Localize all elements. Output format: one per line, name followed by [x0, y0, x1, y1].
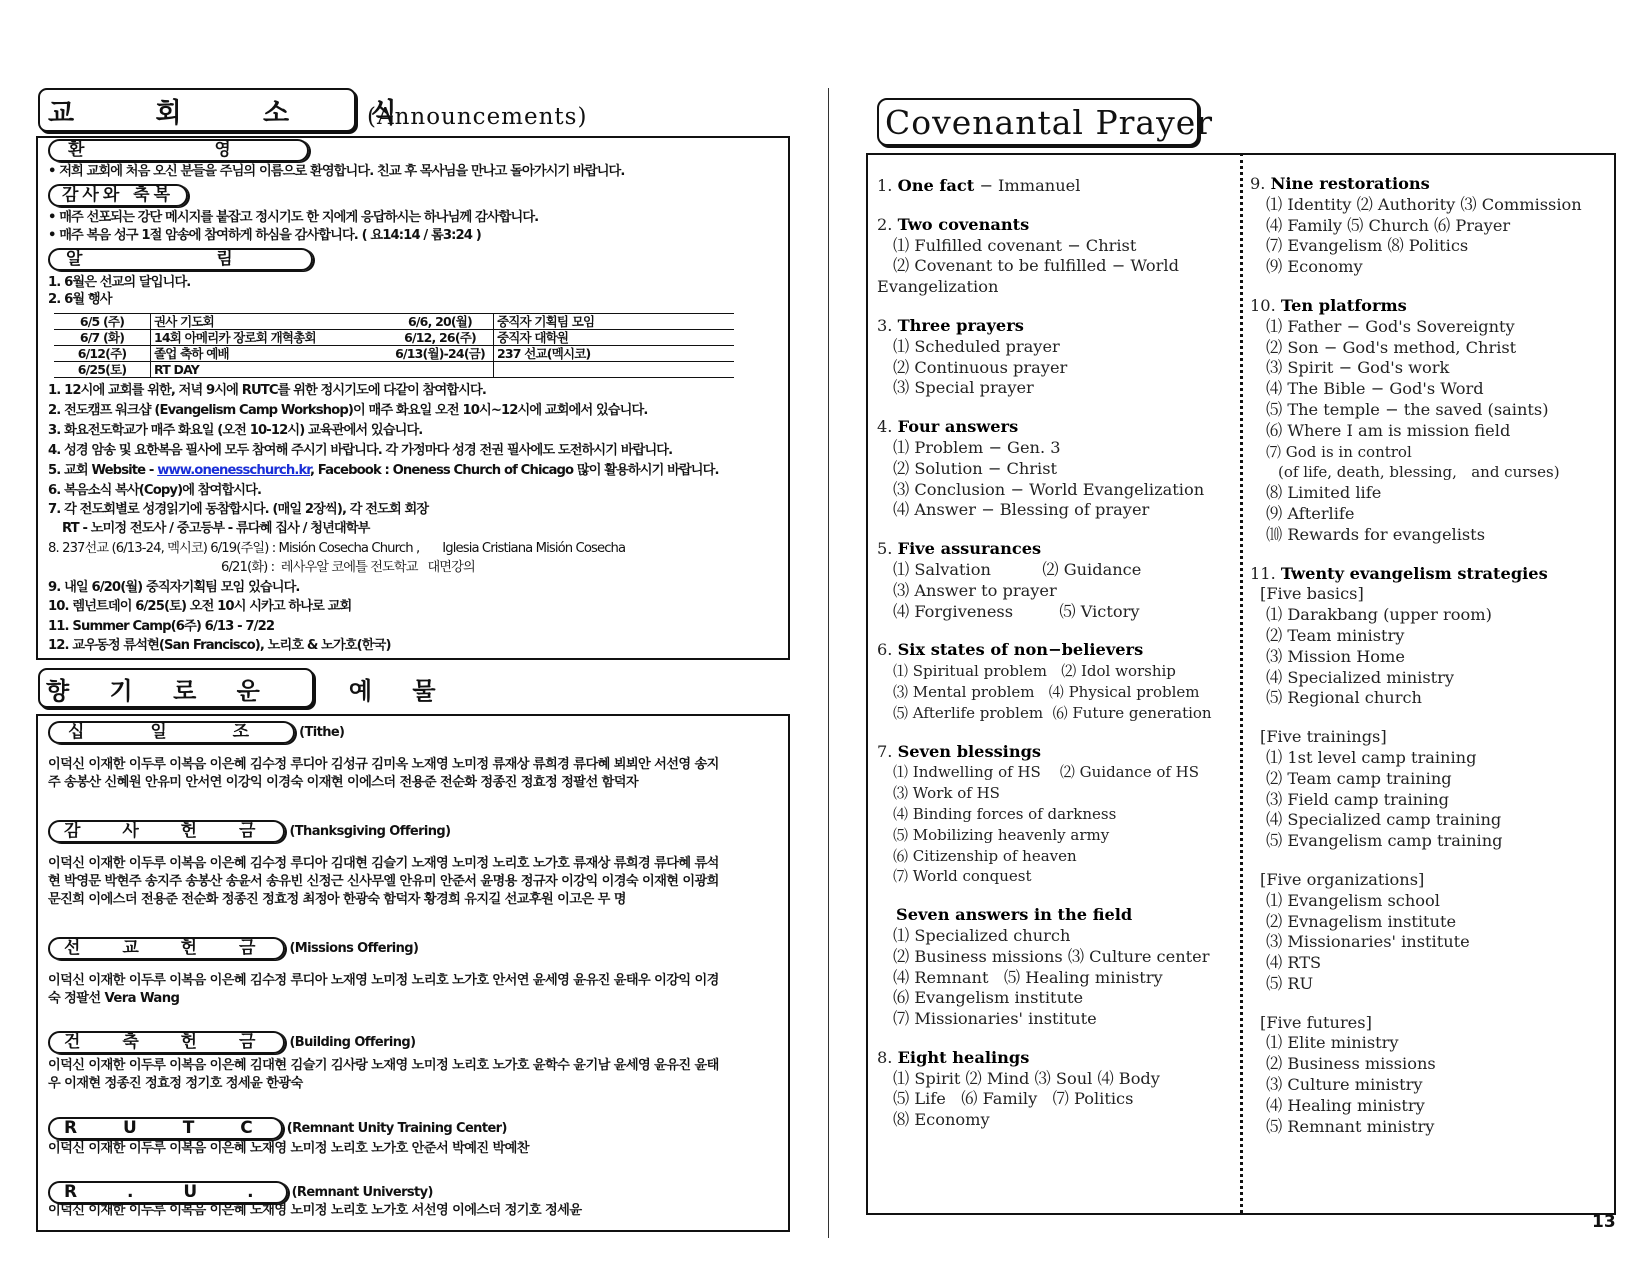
- schedule-event: 14회 아메리카 장로회 개혁총회: [151, 330, 388, 346]
- prayer-right-column: [1250, 174, 1582, 1137]
- prayer-section-9: 9. Nine restorations: [1250, 174, 1430, 193]
- schedule-event: 중직자 대학원: [494, 330, 735, 346]
- prayer-item: ⑶ Conclusion − World Evangelization: [893, 479, 1205, 499]
- strategy-group-title: [Five organizations]: [1260, 869, 1425, 889]
- prayer-section-3: 3. Three prayers: [877, 315, 1024, 335]
- building-pill: 건 축 헌 금: [48, 1031, 285, 1054]
- prayer-item: ⑻ Economy: [893, 1110, 990, 1130]
- church-website-link[interactable]: www.onenesschurch.kr: [157, 463, 310, 478]
- prayer-section-7-field: Seven answers in the field: [896, 905, 1133, 925]
- prayer-item: ⑶ Work of HS: [893, 784, 1000, 803]
- prayer-section-6: 6. Six states of non−believers: [877, 640, 1144, 660]
- tithe-names: 이덕신 이재한 이두루 이복음 이은혜 김수정 루디아 김성규 김미옥 노재영 노미정 류재상 류희경 류다혜 뵈뵈안 서선영 송지주 송봉산 신혜원 안유미 안서연 이강익 이경숙 이재현 이에스더 전용준 전순화 정종진 정효정 정팔선 함덕자: [48, 757, 719, 790]
- rutc-names: 이덕신 이재한 이두루 이복음 이은혜 노재영 노미정 노리호 노가호 안준서 박예진 박예찬: [48, 1141, 529, 1156]
- notice-header: [48, 248, 313, 271]
- prayer-item: ⑶ Culture ministry: [1266, 1075, 1423, 1095]
- prayer-item: ⑸ Afterlife problem ⑹ Future generation: [893, 703, 1212, 722]
- prayer-left-column: [877, 176, 1212, 1131]
- prayer-item: ⑷ Specialized camp training: [1266, 810, 1502, 830]
- thanksgiving-names: 이덕신 이재한 이두루 이복음 이은혜 김수정 루디아 김대현 김슬기 노재영 노미정 노리호 노가호 류재상 류희경 류다혜 류석현 박영문 박현주 송지주 송봉산 송윤서 송유빈 신정근 신사무엘 안유미 안준서 윤명용 정규자 이강익 이경숙 이재현 이광희 문진희 이에스더 전용준 전순화 정종진 정효정 최정아 한광숙 함덕자 황경희 유지길 선교후원 이고은 무 명: [48, 856, 719, 907]
- schedule-date: 6/13(월)-24(금): [387, 346, 494, 362]
- prayer-item: ⑴ Problem − Gen. 3: [893, 437, 1061, 457]
- prayer-item: ⑹ Evangelism institute: [893, 988, 1084, 1008]
- missions-names: 이덕신 이재한 이두루 이복음 이은혜 김수정 루디아 노재영 노미정 노리호 노가호 안서연 윤세영 윤유진 윤태우 이강익 이경숙 정팔선 Vera Wang: [48, 973, 719, 1006]
- announcement-item: 4. 성경 암송 및 요한복음 필사에 모두 참여해 주시기 바랍니다. 각 가정마다 성경 전권 필사에도 도전하시기 바랍니다.: [48, 443, 673, 458]
- prayer-item: ⑴ Elite ministry: [1266, 1033, 1399, 1053]
- schedule-date: 6/12, 26(주): [387, 330, 494, 346]
- schedule-event: 237 선교(멕시코): [494, 346, 735, 362]
- prayer-item: ⑵ Son − God's method, Christ: [1266, 337, 1517, 357]
- announcement-item: 10. 렘넌트데이 6/25(토) 오전 10시 시카고 하나로 교회: [48, 599, 352, 614]
- thanks-line-1: • 매주 선포되는 강단 메시지를 붙잡고 정시기도 한 지에게 응답하시는 하나님께 감사합니다.: [48, 210, 539, 225]
- schedule-date: 6/25(토): [54, 362, 151, 378]
- announcement-item: 7. 각 전도회별로 성경읽기에 동참합시다. (매일 2장씩), 각 전도회 회장: [48, 502, 429, 517]
- announcement-item: 9. 내일 6/20(월) 중직자기획팀 모임 있습니다.: [48, 580, 300, 595]
- schedule-row: [54, 314, 734, 330]
- thanksgiving-header: [48, 820, 450, 843]
- prayer-item: ⑴ Father − God's Sovereignty: [1266, 316, 1515, 336]
- prayer-item: ⑴ Specialized church: [893, 925, 1071, 945]
- prayer-item: ⑷ Remnant ⑸ Healing ministry: [893, 967, 1163, 987]
- prayer-item: ⑸ Regional church: [1266, 688, 1422, 708]
- missions-header: [48, 937, 418, 960]
- prayer-section-1: 1. One fact − Immanuel: [877, 176, 1081, 195]
- missions-pill: 선 교 헌 금: [48, 937, 285, 960]
- prayer-item: ⑴ Darakbang (upper room): [1266, 605, 1492, 625]
- schedule-row: [54, 362, 734, 378]
- prayer-item: ⑶ Mental problem ⑷ Physical problem: [893, 682, 1200, 701]
- prayer-item: ⑵ Covenant to be fulfilled − World: [893, 256, 1179, 276]
- thanks-line-2: • 매주 복음 성구 1절 암송에 참여하게 하심을 감사합니다. ( 요14:14 / 롬3:24 ): [48, 228, 481, 243]
- announcement-item: 8. 237선교 (6/13-24, 멕시코) 6/19(주일) : Misión Cosecha Church , Iglesia Cristiana Misión Cosecha: [48, 541, 626, 556]
- prayer-item: ⑶ Mission Home: [1266, 646, 1405, 666]
- prayer-item: ⑸ Evangelism camp training: [1266, 831, 1503, 851]
- prayer-title: Covenantal Prayer: [885, 102, 1214, 142]
- prayer-column-divider: [1240, 153, 1243, 1213]
- prayer-item: ⑼ Afterlife: [1266, 503, 1355, 523]
- announcements-title-box: [38, 88, 433, 132]
- item5-suffix: , Facebook : Oneness Church of Chicago 많이 활용하시기 바랍니다.: [309, 463, 719, 478]
- notice-2: 2. 6월 행사: [48, 292, 112, 307]
- prayer-section-11: 11. Twenty evangelism strategies: [1250, 563, 1548, 583]
- prayer-item: ⑷ Answer − Blessing of prayer: [893, 500, 1150, 520]
- page-number: 13: [1592, 1212, 1616, 1232]
- item5-prefix: 5. 교회 Website -: [48, 463, 158, 478]
- offerings-title: 향 기 로 운 예 물: [46, 676, 452, 705]
- notice-1: 1. 6월은 선교의 달입니다.: [48, 275, 191, 290]
- prayer-item: ⑷ RTS: [1266, 953, 1322, 973]
- announcement-item: 6/21(화) : 레사우알 코에틀 전도학교 대면강의: [221, 560, 475, 575]
- prayer-item: ⑸ Mobilizing heavenly army: [893, 825, 1110, 844]
- june-schedule-table: [54, 313, 734, 378]
- prayer-section-10: 10. Ten platforms: [1250, 295, 1407, 315]
- prayer-item: ⑷ Forgiveness ⑸ Victory: [893, 601, 1140, 621]
- announcement-item: 6. 복음소식 복사(Copy)에 참여합시다.: [48, 483, 262, 498]
- prayer-section-7: 7. Seven blessings: [877, 741, 1042, 761]
- schedule-date: 6/7 (화): [54, 330, 151, 346]
- prayer-item: ⑵ Evnagelism institute: [1266, 911, 1457, 931]
- missions-sub: (Missions Offering): [289, 941, 419, 956]
- prayer-item: ⑶ Answer to prayer: [893, 580, 1057, 600]
- strategy-group-title: [Five futures]: [1260, 1012, 1372, 1032]
- prayer-item: ⑵ Team ministry: [1266, 625, 1405, 645]
- prayer-item: ⑸ The temple − the saved (saints): [1266, 399, 1549, 419]
- prayer-item: ⑴ Indwelling of HS ⑵ Guidance of HS: [893, 763, 1200, 782]
- tithe-header: [48, 721, 344, 744]
- prayer-item: ⑴ Fulfilled covenant − Christ: [893, 235, 1137, 255]
- prayer-item: ⑶ Spirit − God's work: [1266, 358, 1450, 378]
- announcement-item: 11. Summer Camp(6주) 6/13 - 7/22: [48, 619, 275, 634]
- thanks-pill: 감사와 축복: [48, 184, 188, 207]
- prayer-item: ⑼ Economy: [1266, 257, 1363, 277]
- announcement-item: 2. 전도캠프 워크샵 (Evangelism Camp Workshop)이 매주 화요일 오전 10시~12시에 교회에서 있습니다.: [48, 403, 648, 418]
- prayer-item: ⑺ World conquest: [893, 867, 1032, 886]
- offerings-title-box: [38, 668, 452, 708]
- prayer-item: ⑴ Salvation ⑵ Guidance: [893, 559, 1142, 579]
- building-sub: (Building Offering): [289, 1035, 416, 1050]
- prayer-item: ⑴ Identity ⑵ Authority ⑶ Commission: [1266, 194, 1582, 214]
- strategy-group-title: [Five trainings]: [1260, 727, 1387, 747]
- prayer-item: ⑶ Missionaries' institute: [1266, 932, 1470, 952]
- rutc-pill: R U T C: [48, 1117, 283, 1140]
- prayer-item: ⑽ Rewards for evangelists: [1266, 524, 1485, 544]
- prayer-item: ⑵ Team camp training: [1266, 768, 1452, 788]
- prayer-item: ⑶ Field camp training: [1266, 789, 1450, 809]
- welcome-pill: 환 영: [48, 139, 309, 162]
- schedule-date: [387, 362, 494, 378]
- announcement-item: 12. 교우동정 류석현(San Francisco), 노리호 & 노가호(한국): [48, 638, 391, 653]
- prayer-item: ⑻ Limited life: [1266, 483, 1382, 503]
- tithe-pill: 십 일 조: [48, 721, 295, 744]
- prayer-item: ⑷ The Bible − God's Word: [1266, 379, 1484, 399]
- prayer-item: ⑴ 1st level camp training: [1266, 747, 1477, 767]
- prayer-item: ⑸ RU: [1266, 973, 1314, 993]
- prayer-item: ⑵ Continuous prayer: [893, 357, 1068, 377]
- announcements-subtitle: (Announcements): [367, 104, 588, 130]
- announcement-item: RT - 노미정 전도사 / 중고등부 - 류다혜 집사 / 청년대학부: [62, 521, 370, 536]
- schedule-row: [54, 330, 734, 346]
- prayer-item: ⑺ Evangelism ⑻ Politics: [1266, 236, 1469, 256]
- prayer-item: (of life, death, blessing, and curses): [1278, 463, 1560, 482]
- prayer-item: ⑸ Life ⑹ Family ⑺ Politics: [893, 1089, 1134, 1109]
- announcement-item: 3. 화요전도학교가 매주 화요일 (오전 10-12시) 교육관에서 있습니다.: [48, 423, 423, 438]
- page-divider: [828, 88, 829, 1238]
- building-names: 이덕신 이재한 이두루 이복음 이은혜 김대현 김슬기 김사랑 노재영 노미정 노리호 노가호 윤학수 윤기남 윤세영 윤유진 윤태우 이재현 정종진 정효정 정기호 정세윤 한광숙: [48, 1058, 719, 1091]
- ru-pill: R . U .: [48, 1181, 288, 1204]
- prayer-section-4: 4. Four answers: [877, 417, 1019, 437]
- prayer-item: ⑵ Business missions: [1266, 1054, 1436, 1074]
- schedule-date: 6/6, 20(월): [387, 314, 494, 330]
- schedule-event: 중직자 기획팀 모임: [494, 314, 735, 330]
- prayer-item: ⑷ Binding forces of darkness: [893, 804, 1117, 823]
- rutc-sub: (Remnant Unity Training Center): [286, 1121, 507, 1136]
- announcement-item-5: [48, 463, 719, 479]
- prayer-item: ⑵ Solution − Christ: [893, 458, 1058, 478]
- prayer-item: ⑸ Remnant ministry: [1266, 1116, 1435, 1136]
- prayer-item: ⑶ Special prayer: [893, 378, 1034, 398]
- prayer-item: ⑹ Where I am is mission field: [1266, 420, 1511, 440]
- ru-sub: (Remnant Universty): [291, 1185, 433, 1200]
- announcement-item: 1. 12시에 교회를 위한, 저녁 9시에 RUTC를 위한 정시기도에 다같이 참여합시다.: [48, 383, 486, 398]
- prayer-item: ⑴ Spiritual problem ⑵ Idol worship: [893, 662, 1176, 681]
- building-header: [48, 1031, 415, 1054]
- prayer-item: ⑺ Missionaries' institute: [893, 1009, 1097, 1029]
- welcome-header: [48, 139, 309, 162]
- prayer-item: ⑺ God is in control: [1266, 442, 1412, 461]
- schedule-event: [494, 362, 735, 378]
- announcements-title: 교 회 소 식: [48, 97, 433, 129]
- prayer-item: ⑴ Evangelism school: [1266, 890, 1440, 910]
- prayer-section-2: 2. Two covenants: [877, 214, 1030, 234]
- prayer-title-box: [877, 98, 1214, 146]
- prayer-item: ⑴ Scheduled prayer: [893, 336, 1060, 356]
- prayer-item: ⑵ Business missions ⑶ Culture center: [893, 946, 1210, 966]
- prayer-item: ⑷ Healing ministry: [1266, 1095, 1425, 1115]
- prayer-section-5: 5. Five assurances: [877, 539, 1042, 559]
- prayer-item: ⑷ Family ⑸ Church ⑹ Prayer: [1266, 215, 1511, 235]
- prayer-item: ⑴ Spirit ⑵ Mind ⑶ Soul ⑷ Body: [893, 1068, 1160, 1088]
- thanks-header: [48, 184, 188, 207]
- strategy-group-title: [Five basics]: [1260, 584, 1364, 604]
- prayer-item: ⑹ Citizenship of heaven: [893, 846, 1077, 865]
- thanksgiving-pill: 감 사 헌 금: [48, 820, 285, 843]
- schedule-date: 6/5 (주): [54, 314, 151, 330]
- welcome-text: • 저희 교회에 처음 오신 분들을 주님의 이름으로 환영합니다. 친교 후 목사님을 만나고 돌아가시기 바랍니다.: [48, 164, 625, 179]
- schedule-date: 6/12(주): [54, 346, 151, 362]
- tithe-sub: (Tithe): [299, 725, 345, 740]
- prayer-item: Evangelization: [877, 277, 999, 297]
- rutc-header: [48, 1117, 507, 1140]
- schedule-event: 권사 기도회: [151, 314, 388, 330]
- schedule-row: [54, 346, 734, 362]
- prayer-item: ⑷ Specialized ministry: [1266, 667, 1455, 687]
- thanksgiving-sub: (Thanksgiving Offering): [289, 824, 451, 839]
- ru-header: [48, 1181, 433, 1204]
- ru-names: 이덕신 이재한 이두루 이복음 이은혜 노재영 노미정 노리호 노가호 서선영 이에스더 정기호 정세윤: [48, 1203, 582, 1218]
- schedule-event: RT DAY: [151, 362, 388, 378]
- prayer-section-8: 8. Eight healings: [877, 1047, 1030, 1067]
- notice-pill: 알 림: [48, 248, 313, 271]
- schedule-event: 졸업 축하 예배: [151, 346, 388, 362]
